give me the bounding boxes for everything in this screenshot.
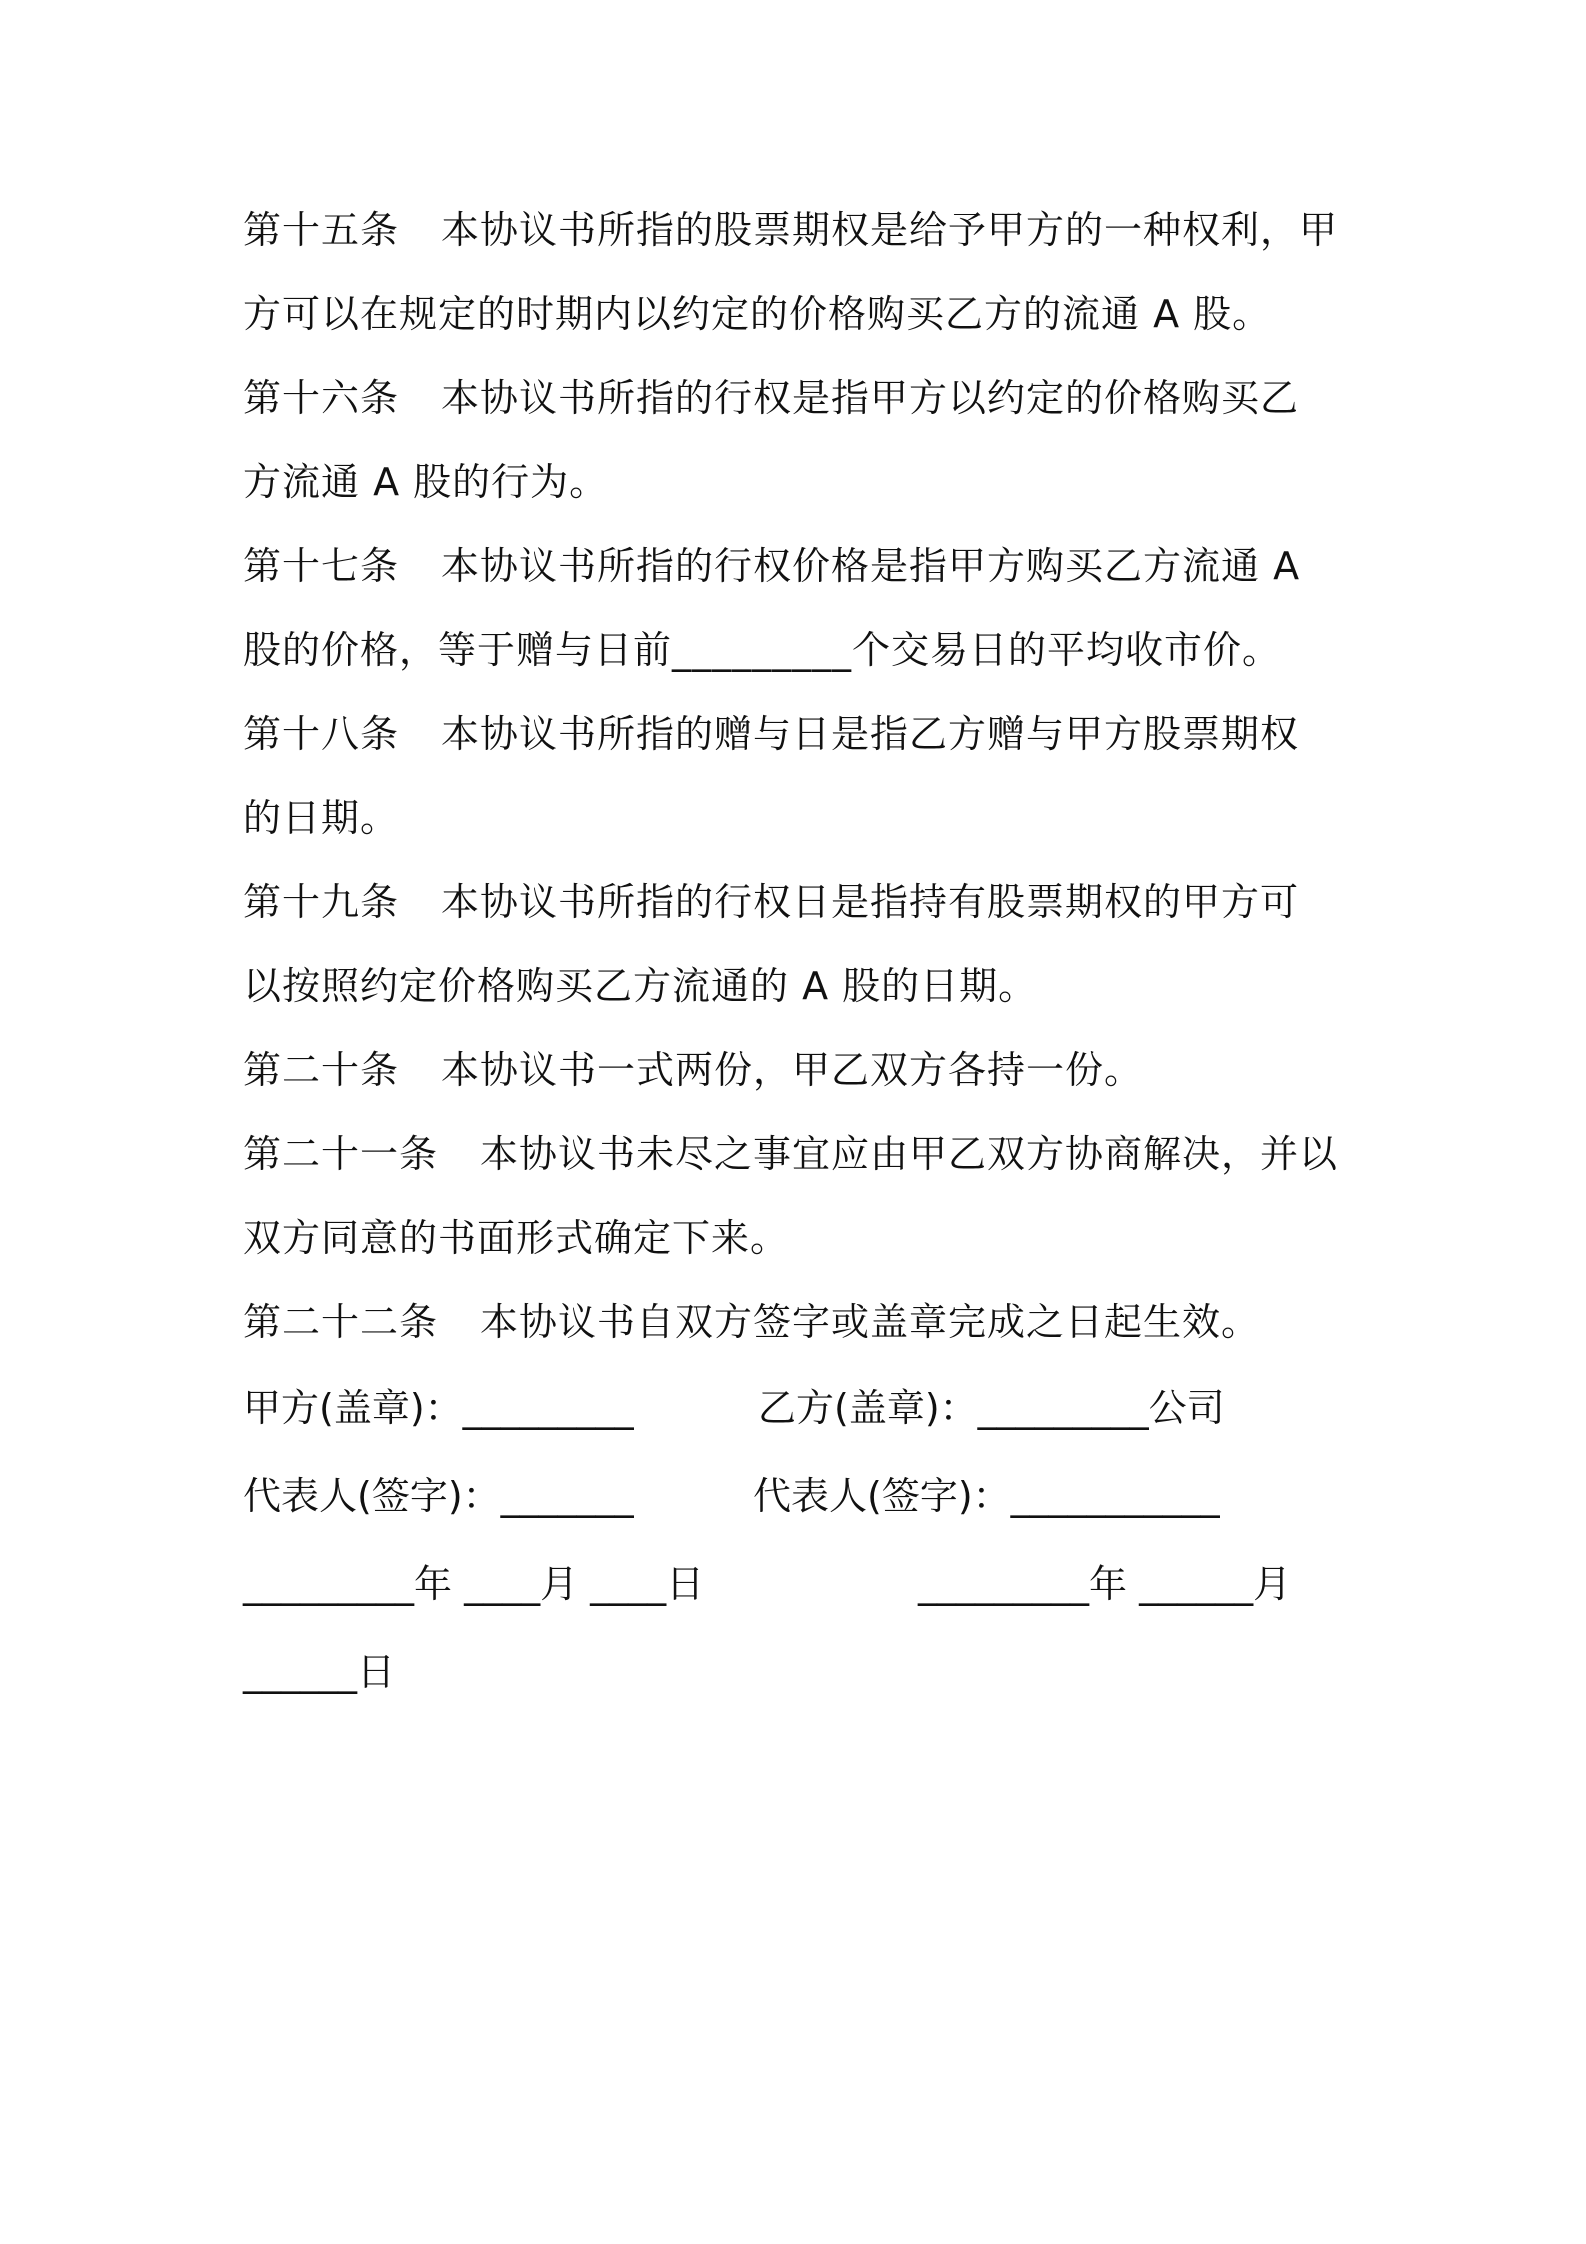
article-text: 本协议书自双方签字或盖章完成之日起生效。 <box>480 1300 1261 1344</box>
article-text: 方流通 A 股的行为。 <box>243 460 609 504</box>
party-b-date-day-field: ______日 <box>243 1650 396 1694</box>
date-row-continued <box>243 1628 1363 1716</box>
article-number: 第十八条 <box>243 712 400 756</box>
article-number: 第二十一条 <box>243 1132 439 1176</box>
article-number: 第十七条 <box>243 544 400 588</box>
signature-block <box>243 1364 1363 1716</box>
party-a-seal-field: 甲方(盖章)：_________ <box>243 1386 634 1430</box>
article-number: 第二十条 <box>243 1048 400 1092</box>
article-17 <box>243 524 1363 692</box>
date-row <box>243 1540 1363 1628</box>
article-text: 方可以在规定的时期内以约定的价格购买乙方的流通 A 股。 <box>243 292 1272 336</box>
article-number: 第十九条 <box>243 880 400 924</box>
article-20 <box>243 1028 1363 1112</box>
article-text: 股的价格，等于赠与日前_________个交易日的平均收市价。 <box>243 628 1282 672</box>
article-number: 第十六条 <box>243 376 400 420</box>
article-text: 本协议书所指的股票期权是给予甲方的一种权利，甲 <box>441 208 1339 252</box>
party-a-representative-field: 代表人(签字)：_______ <box>243 1474 634 1518</box>
article-text: 本协议书所指的赠与日是指乙方赠与甲方股票期权 <box>441 712 1300 756</box>
article-16 <box>243 356 1363 524</box>
article-number: 第十五条 <box>243 208 400 252</box>
article-text: 以按照约定价格购买乙方流通的 A 股的日期。 <box>243 964 1038 1008</box>
article-18 <box>243 692 1363 860</box>
article-text: 本协议书一式两份，甲乙双方各持一份。 <box>441 1048 1144 1092</box>
article-19 <box>243 860 1363 1028</box>
party-a-date-field: _________年 ____月 ____日 <box>243 1562 705 1606</box>
party-b-representative-field: 代表人(签字)：___________ <box>753 1474 1220 1518</box>
article-number: 第二十二条 <box>243 1300 439 1344</box>
article-text: 本协议书未尽之事宜应由甲乙双方协商解决，并以 <box>480 1132 1339 1176</box>
article-text: 的日期。 <box>243 796 400 840</box>
seal-row <box>243 1364 1363 1452</box>
article-text: 双方同意的书面形式确定下来。 <box>243 1216 790 1260</box>
agreement-body <box>243 188 1363 1716</box>
article-15 <box>243 188 1363 356</box>
article-21 <box>243 1112 1363 1280</box>
article-text: 本协议书所指的行权日是指持有股票期权的甲方可 <box>441 880 1300 924</box>
article-text: 本协议书所指的行权价格是指甲方购买乙方流通 A <box>441 544 1301 588</box>
party-b-seal-field: 乙方(盖章)：_________公司 <box>758 1386 1225 1430</box>
article-text: 本协议书所指的行权是指甲方以约定的价格购买乙 <box>441 376 1300 420</box>
party-b-date-field: _________年 ______月 <box>918 1562 1292 1606</box>
representative-row <box>243 1452 1363 1540</box>
article-22 <box>243 1280 1363 1364</box>
